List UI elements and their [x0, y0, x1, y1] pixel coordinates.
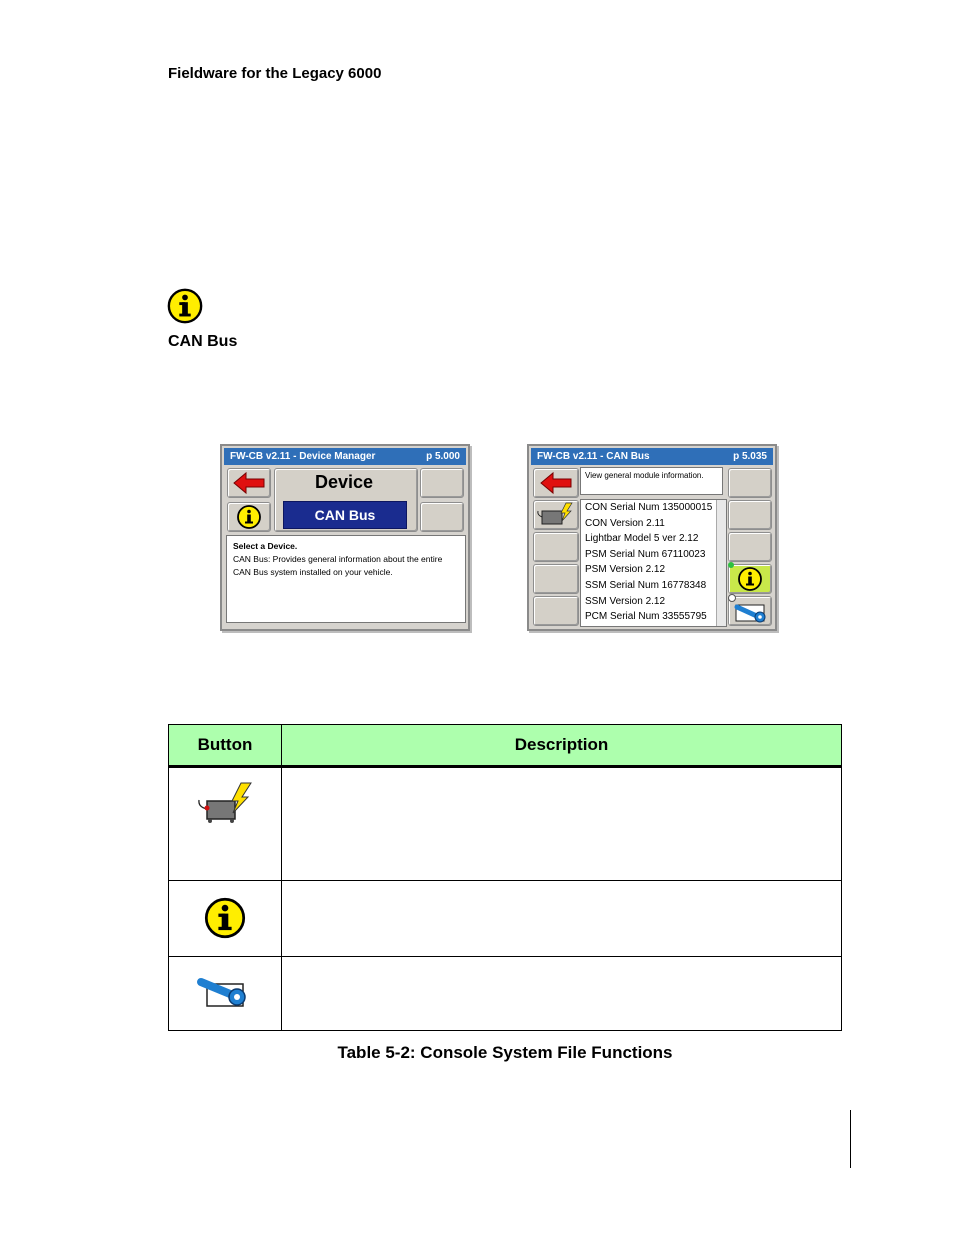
margin-rule: [850, 1110, 851, 1168]
empty-button[interactable]: [420, 502, 464, 532]
screen-title: FW-CB v2.11 - Device Manager: [230, 451, 376, 462]
column-header-description: Description: [282, 725, 842, 767]
table-row: [169, 957, 842, 1031]
empty-button[interactable]: [533, 596, 579, 626]
info-icon: [228, 503, 270, 531]
button-cell: [169, 767, 282, 881]
help-description: CAN Bus: Provides general information about the entire CAN Bus system installed on your vehicle.: [233, 554, 443, 577]
description-cell: [282, 881, 842, 957]
module-lightning-icon: [193, 781, 257, 829]
info-button[interactable]: [728, 564, 772, 594]
back-button[interactable]: [533, 468, 579, 498]
empty-button[interactable]: [533, 564, 579, 594]
wrench-tool-icon: [729, 597, 771, 625]
wrench-tool-icon: [195, 972, 255, 1012]
info-icon: [166, 287, 204, 325]
table-row: [169, 767, 842, 881]
list-item[interactable]: Lightbar Model 5 ver 2.12: [585, 533, 699, 545]
module-list-items: [581, 500, 726, 625]
scrollbar[interactable]: [716, 500, 726, 626]
section-title: CAN Bus: [168, 333, 238, 350]
list-item[interactable]: PSM Version 2.12: [585, 564, 666, 576]
list-item[interactable]: PSM Serial Num 67110023: [585, 548, 706, 560]
description-cell: [282, 767, 842, 881]
button-functions-table: [168, 724, 842, 1031]
table-row: [169, 881, 842, 957]
table-caption: Table 5-2: Console System File Functions: [337, 1043, 673, 1062]
list-item[interactable]: CON Serial Num 135000015: [585, 502, 713, 513]
info-icon: [203, 896, 247, 940]
info-button[interactable]: [227, 502, 271, 532]
button-cell: [169, 957, 282, 1031]
page-number: p 5.000: [426, 451, 460, 462]
list-item[interactable]: SSM Serial Num 16778348: [585, 579, 707, 591]
device-label: Device: [314, 471, 374, 492]
device-manager-screen: [220, 444, 470, 631]
page-header-title: Fieldware for the Legacy 6000: [168, 65, 382, 82]
empty-button[interactable]: [420, 468, 464, 498]
screen-title-bar: [224, 448, 466, 465]
status-dot: [728, 594, 736, 602]
info-icon: [729, 565, 771, 593]
status-dot: [728, 562, 734, 568]
empty-button[interactable]: [728, 468, 772, 498]
description-cell: [282, 957, 842, 1031]
module-list[interactable]: [580, 499, 727, 627]
module-button[interactable]: [533, 500, 579, 530]
list-item[interactable]: SSM Version 2.12: [585, 595, 666, 607]
info-text: View general module information.: [585, 471, 704, 480]
empty-button[interactable]: [533, 532, 579, 562]
back-arrow-icon: [534, 469, 578, 497]
column-header-button: Button: [169, 725, 282, 767]
info-text-box: [580, 467, 723, 495]
back-arrow-icon: [228, 469, 270, 497]
help-prompt: Select a Device.: [233, 541, 298, 551]
empty-button[interactable]: [728, 500, 772, 530]
list-item[interactable]: PCM Serial Num 33555795: [585, 611, 707, 623]
list-item[interactable]: CON Version 2.11: [585, 517, 665, 529]
can-bus-screen: [527, 444, 777, 631]
empty-button[interactable]: [728, 532, 772, 562]
table-header-row: [169, 725, 842, 767]
back-button[interactable]: [227, 468, 271, 498]
button-cell: [169, 881, 282, 957]
module-lightning-icon: [534, 501, 578, 529]
help-text-box: [226, 535, 466, 623]
device-select[interactable]: CAN Bus: [283, 501, 407, 529]
screen-title-bar: [531, 448, 773, 465]
screen-title: FW-CB v2.11 - CAN Bus: [537, 451, 650, 462]
page-number: p 5.035: [733, 451, 767, 462]
